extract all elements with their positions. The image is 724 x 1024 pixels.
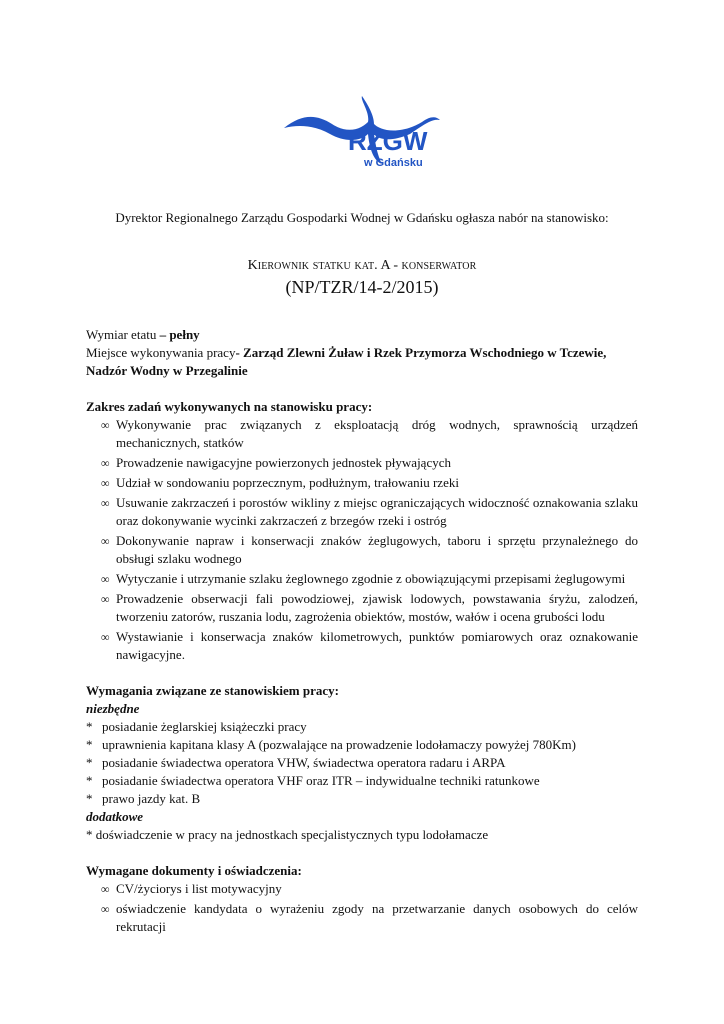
job-title: Kierownik statku kat. A - konserwator (247, 258, 477, 273)
dodatkowe-label: dodatkowe (86, 809, 144, 824)
list-item: ∞ Usuwanie zakrzaczeń i porostów wikliny z miejsc ograniczających widoczność oznakowania szlaku oraz dokonywanie wycinki zakrzaczeń z brzegów rzeki i ostróg (101, 495, 638, 528)
wymagania-heading: Wymagania związane ze stanowiskiem pracy: (86, 683, 339, 698)
zadania-heading: Zakres zadań wykonywanych na stanowisku pracy: (86, 399, 373, 414)
list-item: ∞ Prowadzenie obserwacji fali powodziowej, zjawisk lodowych, powstawania śryżu, zalodzeń, tworzeniu zatorów, ruszania lodu, zagrożenia obiektów, mostów, wałów i ocena grubości lodu (101, 591, 638, 624)
logo-wave-icon (282, 92, 442, 174)
document-body (86, 326, 638, 938)
list-item: ∞ Udział w sondowaniu poprzecznym, podłużnym, trałowaniu rzeki (101, 475, 459, 490)
dodatkowe-item: * doświadczenie w pracy na jednostkach specjalistycznych typu lodołamacze (86, 827, 489, 842)
list-item: ∞ Prowadzenie nawigacyjne powierzonych jednostek pływających (101, 455, 451, 470)
list-item: * posiadanie świadectwa operatora VHF oraz ITR – indywidualne techniki ratunkowe (86, 773, 540, 788)
list-item: ∞ Dokonywanie napraw i konserwacji znaków żeglugowych, taboru i sprzętu przynależnego do obsługi szlaku wodnego (101, 533, 638, 566)
miejsce-line: Miejsce wykonywania pracy- Zarząd Zlewni Żuław i Rzek Przymorza Wschodniego w Tczewie, Nadzór Wodny w Przegalinie (86, 345, 607, 378)
dokumenty-list (86, 880, 638, 936)
zadania-list (86, 416, 638, 664)
etat-line: Wymiar etatu – pełny (86, 327, 200, 342)
list-item: * posiadanie żeglarskiej książeczki pracy (86, 719, 307, 734)
intro-text: Dyrektor Regionalnego Zarządu Gospodarki Wodnej w Gdańsku ogłasza nabór na stanowisko: (115, 210, 609, 225)
list-item: * prawo jazdy kat. B (86, 791, 201, 806)
list-item: ∞ oświadczenie kandydata o wyrażeniu zgody na przetwarzanie danych osobowych do celów rekrutacji (101, 901, 638, 934)
niezbedne-label: niezbędne (86, 701, 140, 716)
svg-text:RZGW: RZGW (348, 126, 428, 156)
svg-text:w Gdańsku: w Gdańsku (364, 157, 423, 169)
list-item: * uprawnienia kapitana klasy A (pozwalające na prowadzenie lodołamaczy powyżej 780Km) (86, 737, 576, 752)
list-item: ∞ Wykonywanie prac związanych z eksploatacją dróg wodnych, sprawnością urządzeń mechanicznych, statków (101, 417, 638, 450)
list-item: ∞ Wytyczanie i utrzymanie szlaku żeglownego zgodnie z obowiązującymi przepisami żeglugowymi (101, 571, 626, 586)
dokumenty-heading: Wymagane dokumenty i oświadczenia: (86, 863, 302, 878)
job-reference: (NP/TZR/14-2/2015) (285, 277, 439, 297)
list-item: ∞ Wystawianie i konserwacja znaków kilometrowych, punktów pomiarowych oraz oznakowanie nawigacyjne. (101, 629, 638, 662)
list-item: ∞ CV/życiorys i list motywacyjny (101, 881, 282, 896)
list-item: * posiadanie świadectwa operatora VHW, świadectwa operatora radaru i ARPA (86, 755, 506, 770)
rzgw-logo (282, 92, 442, 174)
